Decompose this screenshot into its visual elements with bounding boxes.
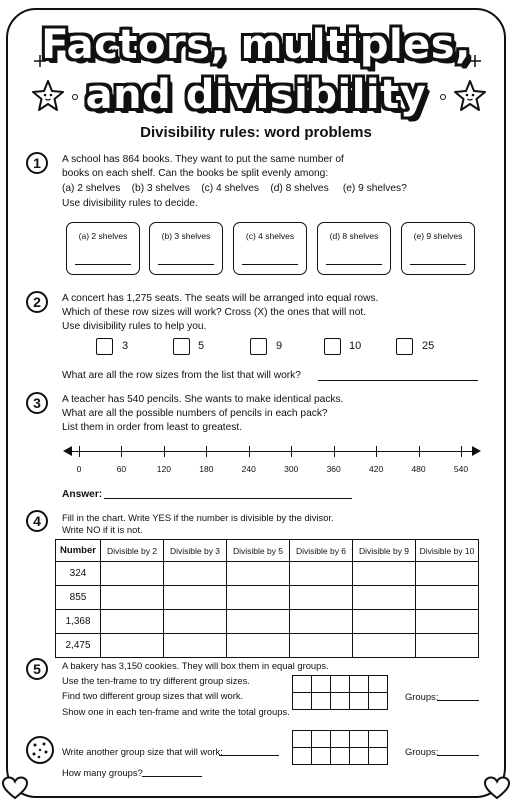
q5-text-line: A bakery has 3,150 cookies. They will box them in equal groups. xyxy=(62,660,329,671)
number-line-tick xyxy=(334,446,335,457)
question-number-1: 1 xyxy=(26,152,48,174)
chart-cell[interactable] xyxy=(164,562,227,586)
groups-label: Groups: xyxy=(405,746,439,757)
checkbox-label: 9 xyxy=(276,340,283,352)
chart-cell[interactable] xyxy=(101,610,164,634)
cookie-icon xyxy=(24,734,56,766)
chart-cell[interactable] xyxy=(164,634,227,658)
chart-cell[interactable] xyxy=(164,586,227,610)
number-line-tick xyxy=(376,446,377,457)
answer-line xyxy=(326,264,382,265)
chart-cell[interactable] xyxy=(290,634,353,658)
groups-label: Groups: xyxy=(405,691,439,702)
number-line-tick-label: 180 xyxy=(199,464,214,474)
q1-text-line: A school has 864 books. They want to put the same number of xyxy=(62,154,344,165)
q2-text-line: A concert has 1,275 seats. The seats will be arranged into equal rows. xyxy=(62,293,379,304)
q2-text-line: Which of these row sizes will work? Cross (X) the ones that will not. xyxy=(62,307,367,318)
q3-answer-line[interactable] xyxy=(104,498,352,499)
page-subtitle: Divisibility rules: word problems xyxy=(140,124,372,141)
answer-box-label: (a) 2 shelves xyxy=(78,231,128,241)
answer-box-label: (e) 9 shelves xyxy=(413,231,463,241)
checkbox-5[interactable] xyxy=(173,338,190,355)
ten-frame-1[interactable] xyxy=(292,675,388,710)
checkbox-label: 10 xyxy=(349,340,362,352)
chart-header: Divisible by 3 xyxy=(164,540,227,562)
groups-answer-line[interactable] xyxy=(437,700,479,701)
checkbox-label: 5 xyxy=(198,340,205,352)
checkbox-label: 3 xyxy=(122,340,129,352)
q3-text-line: A teacher has 540 pencils. She wants to make identical packs. xyxy=(62,394,344,405)
groups-answer-line[interactable] xyxy=(437,755,479,756)
q2-answer-line[interactable] xyxy=(318,380,478,381)
answer-box-label: (b) 3 shelves xyxy=(161,231,211,241)
q1-text-line: (a) 2 shelves (b) 3 shelves (c) 4 shelves (d) 8 shelves (e) 9 shelves? xyxy=(62,183,407,194)
page-title-line-1: Factors, multiples, xyxy=(41,22,471,68)
chart-number: 324 xyxy=(56,562,101,586)
question-number-2: 2 xyxy=(26,291,48,313)
q1-text-line: books on each shelf. Can the books be split evenly among: xyxy=(62,168,329,179)
answer-box-d[interactable] xyxy=(317,222,391,275)
chart-cell[interactable] xyxy=(227,586,290,610)
answer-box-b[interactable] xyxy=(149,222,223,275)
how-many-groups-line[interactable] xyxy=(142,776,202,777)
q3-text-line: List them in order from least to greatest. xyxy=(62,422,243,433)
number-line-tick xyxy=(249,446,250,457)
number-line-tick xyxy=(121,446,122,457)
number-line-tick xyxy=(206,446,207,457)
chart-header: Divisible by 5 xyxy=(227,540,290,562)
number-line-arrow-right xyxy=(472,446,481,456)
number-line-tick-label: 120 xyxy=(156,464,171,474)
extra-group-size-line[interactable] xyxy=(219,755,279,756)
answer-box-c[interactable] xyxy=(233,222,307,275)
table-row xyxy=(56,634,479,658)
q5-text-line: Use the ten-frame to try different group sizes. xyxy=(62,675,250,686)
chart-cell[interactable] xyxy=(290,562,353,586)
checkbox-10[interactable] xyxy=(324,338,341,355)
number-line-tick-label: 540 xyxy=(453,464,469,474)
question-number-3: 3 xyxy=(26,392,48,414)
q2-text-line: Use divisibility rules to help you. xyxy=(62,321,207,332)
number-line-tick-label: 60 xyxy=(116,464,127,474)
chart-cell[interactable] xyxy=(227,610,290,634)
page-title-line-2: and divisibility xyxy=(85,72,427,118)
chart-cell[interactable] xyxy=(101,634,164,658)
answer-line xyxy=(158,264,214,265)
answer-box-label: (c) 4 shelves xyxy=(245,231,295,241)
chart-cell[interactable] xyxy=(353,586,416,610)
chart-cell[interactable] xyxy=(416,586,479,610)
chart-header: Divisible by 10 xyxy=(416,540,479,562)
heart-icon-left xyxy=(2,776,28,800)
number-line-tick-label: 300 xyxy=(284,464,299,474)
q5-text-line: Show one in each ten-frame and write the total groups. xyxy=(62,706,290,717)
chart-cell[interactable] xyxy=(164,610,227,634)
chart-cell[interactable] xyxy=(101,586,164,610)
table-row xyxy=(56,586,479,610)
number-line-tick xyxy=(461,446,462,457)
chart-header: Divisible by 2 xyxy=(101,540,164,562)
number-line-tick xyxy=(164,446,165,457)
chart-cell[interactable] xyxy=(416,610,479,634)
table-row xyxy=(56,562,479,586)
table-row xyxy=(56,610,479,634)
number-line-tick-label: 0 xyxy=(76,464,82,474)
answer-line xyxy=(410,264,466,265)
chart-header: Divisible by 9 xyxy=(353,540,416,562)
chart-cell[interactable] xyxy=(353,562,416,586)
checkbox-label: 25 xyxy=(422,340,435,352)
number-line-tick-label: 240 xyxy=(241,464,256,474)
chart-cell[interactable] xyxy=(353,610,416,634)
answer-line xyxy=(75,264,131,265)
q4-text-line: Write NO if it is not. xyxy=(62,524,143,535)
divisibility-chart xyxy=(55,539,479,658)
q5-extra-question: Write another group size that will work: xyxy=(62,746,223,757)
q2-question: What are all the row sizes from the list that will work? xyxy=(62,370,301,381)
chart-cell[interactable] xyxy=(416,634,479,658)
q4-text-line: Fill in the chart. Write YES if the number is divisible by the divisor. xyxy=(62,512,334,523)
chart-cell[interactable] xyxy=(290,610,353,634)
chart-header-row xyxy=(56,540,479,562)
number-line-tick-label: 360 xyxy=(326,464,341,474)
q3-text-line: What are all the possible numbers of pencils in each pack? xyxy=(62,408,328,419)
chart-header: Divisible by 6 xyxy=(290,540,353,562)
chart-cell[interactable] xyxy=(290,586,353,610)
chart-header: Number xyxy=(56,540,101,562)
question-number-4: 4 xyxy=(26,510,48,532)
q5-how-many: How many groups? xyxy=(62,767,143,778)
chart-number: 855 xyxy=(56,586,101,610)
chart-cell[interactable] xyxy=(353,634,416,658)
chart-number: 2,475 xyxy=(56,634,101,658)
chart-cell[interactable] xyxy=(227,634,290,658)
ten-frame-2[interactable] xyxy=(292,730,388,765)
q5-text-line: Find two different group sizes that will work. xyxy=(62,690,244,701)
answer-box-label: (d) 8 shelves xyxy=(329,231,379,241)
answer-line xyxy=(242,264,298,265)
number-line-tick xyxy=(291,446,292,457)
answer-label: Answer: xyxy=(62,489,103,500)
answer-box-a[interactable] xyxy=(66,222,140,275)
number-line-tick-label: 480 xyxy=(411,464,426,474)
chart-cell[interactable] xyxy=(101,562,164,586)
checkbox-3[interactable] xyxy=(96,338,113,355)
checkbox-9[interactable] xyxy=(250,338,267,355)
number-line-tick xyxy=(79,446,80,457)
heart-icon-right xyxy=(484,776,510,800)
number-line xyxy=(68,451,474,452)
number-line-tick-label: 420 xyxy=(369,464,384,474)
number-line-tick xyxy=(419,446,420,457)
question-number-5: 5 xyxy=(26,658,48,680)
chart-number: 1,368 xyxy=(56,610,101,634)
q1-text-line: Use divisibility rules to decide. xyxy=(62,198,198,209)
chart-cell[interactable] xyxy=(416,562,479,586)
answer-box-e[interactable] xyxy=(401,222,475,275)
chart-cell[interactable] xyxy=(227,562,290,586)
checkbox-25[interactable] xyxy=(396,338,413,355)
